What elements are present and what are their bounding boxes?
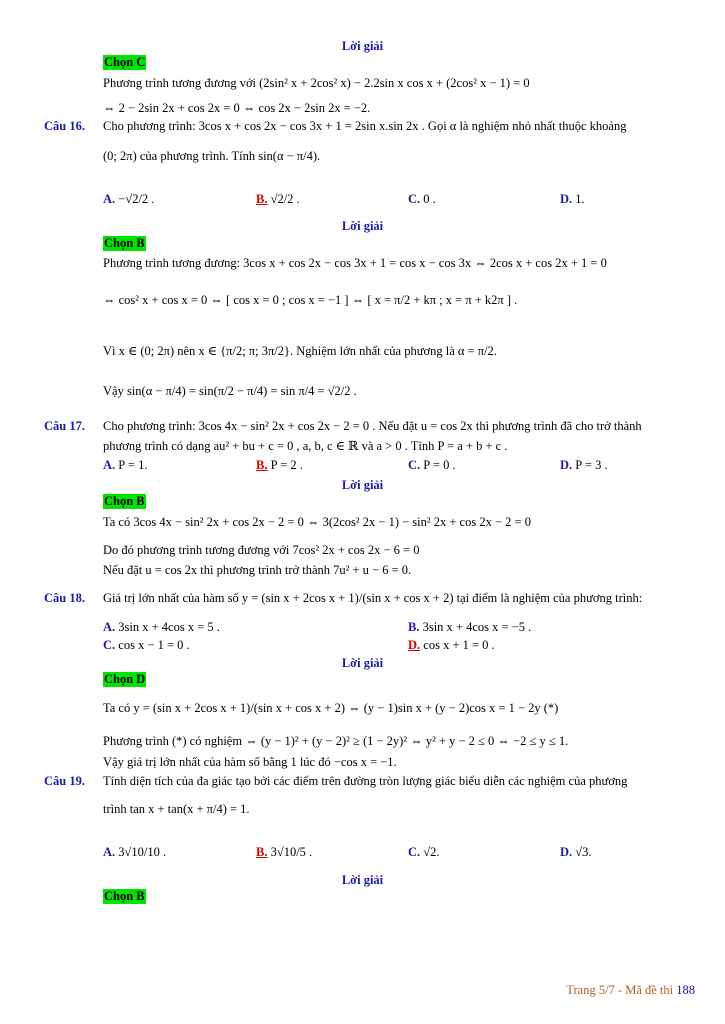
option-text: 3√10/10 . [118,845,167,859]
solution-heading: Lời giải [341,219,384,233]
option-label: B. [256,192,268,206]
solution-line: Vậy giá trị lớn nhất của hàm số bằng 1 lúc đó −cos x = −1. [103,755,397,769]
answer-chosen-badge: Chọn C [104,55,146,69]
solution-heading: Lời giải [341,478,384,492]
solution-line: Phương trình (*) có nghiệm ⇔ (y − 1)² + (y − 2)² ≥ (1 − 2y)² ⇔ y² + y − 2 ≤ 0 ⇔ −2 ≤ y ≤ 1. [103,734,569,748]
answer-chosen-badge: Chọn B [104,889,145,903]
option-text: √2/2 . [270,192,300,206]
option-label: D. [560,192,573,206]
option-c [408,191,436,207]
option-label: A. [103,620,116,634]
solution-heading: Lời giải [341,656,384,670]
solution-heading: Lời giải [341,39,384,53]
option-a [103,844,166,860]
option-text: P = 3 . [575,458,608,472]
option-label: D. [560,458,573,472]
option-c [408,844,440,860]
question-number: Câu 17. [44,419,85,433]
solution-line: Vậy sin(α − π/4) = sin(π/2 − π/4) = sin π/4 = √2/2 . [103,384,357,398]
option-text: P = 0 . [423,458,456,472]
solution-line: Nếu đặt u = cos 2x thì phương trình trở thành 7u² + u − 6 = 0. [103,563,412,577]
solution-line: Phương trình tương đương: 3cos x + cos 2x − cos 3x + 1 = cos x − cos 3x ⇔ 2cos x + cos 2x + 1 = 0 [103,256,607,270]
solution-line: Ta có y = (sin x + 2cos x + 1)/(sin x + cos x + 2) ⇔ (y − 1)sin x + (y − 2)cos x = 1 − 2y (*) [103,701,559,715]
option-b [256,844,312,860]
option-label: C. [408,192,421,206]
option-text: −√2/2 . [118,192,155,206]
answer-chosen-badge: Chọn B [104,236,145,250]
option-c [408,457,456,473]
solution-line: Vì x ∈ (0; 2π) nên x ∈ {π/2; π; 3π/2}. Nghiệm lớn nhất của phương là α = π/2. [103,344,497,358]
solution-line: Ta có 3cos 4x − sin² 2x + cos 2x − 2 = 0 ⇔ 3(2cos² 2x − 1) − sin² 2x + cos 2x − 2 = 0 [103,515,531,529]
option-label: B. [256,845,268,859]
option-label: D. [560,845,573,859]
question-text: Giá trị lớn nhất của hàm số y = (sin x + 2cos x + 1)/(sin x + cos x + 2) tại điểm là nghiệm của phương trình: [103,591,643,605]
question-text: phương trình có dạng au² + bu + c = 0 , a, b, c ∈ ℝ và a > 0 . Tính P = a + b + c . [103,439,508,453]
option-b [408,619,531,635]
option-text: 3sin x + 4cos x = 5 . [118,620,220,634]
question-text: Cho phương trình: 3cos x + cos 2x − cos 3x + 1 = 2sin x.sin 2x . Gọi α là nghiệm nhỏ nhất thuộc khoảng [103,119,627,133]
option-c [103,637,190,653]
option-b [256,457,303,473]
solution-line: Phương trình tương đương với (2sin² x + 2cos² x) − 2.2sin x cos x + (2cos² x − 1) = 0 [103,76,530,90]
question-text: Tính diện tích của đa giác tạo bởi các điểm trên đường tròn lượng giác biểu diễn các nghiệm của phương [103,774,628,788]
question-number: Câu 18. [44,591,85,605]
option-a [103,191,154,207]
option-a [103,619,220,635]
option-d [560,457,608,473]
option-text: P = 1. [118,458,148,472]
footer-page-label: Trang 5/7 - Mã đề thi [566,983,674,997]
option-text: 3√10/5 . [270,845,313,859]
option-text: 1. [575,192,585,206]
option-text: P = 2 . [270,458,303,472]
question-number: Câu 16. [44,119,85,133]
option-b [256,191,300,207]
option-d [560,844,592,860]
option-label: C. [408,845,421,859]
question-text: Cho phương trình: 3cos 4x − sin² 2x + cos 2x − 2 = 0 . Nếu đặt u = cos 2x thì phương trình đã cho trở thành [103,419,642,433]
solution-line: ⇔ 2 − 2sin 2x + cos 2x = 0 ⇔ cos 2x − 2sin 2x = −2. [103,101,371,115]
option-label: A. [103,458,116,472]
option-label: B. [408,620,420,634]
option-d [408,637,495,653]
option-text: cos x − 1 = 0 . [118,638,190,652]
option-text: cos x + 1 = 0 . [423,638,495,652]
option-d [560,191,585,207]
option-text: 0 . [423,192,436,206]
option-text: 3sin x + 4cos x = −5 . [422,620,532,634]
question-text: (0; 2π) của phương trình. Tính sin(α − π/4). [103,149,321,163]
question-number: Câu 19. [44,774,85,788]
page-footer [566,983,695,998]
exam-code: 188 [676,983,695,997]
question-text: trình tan x + tan(x + π/4) = 1. [103,802,250,816]
option-label: C. [408,458,421,472]
option-label: D. [408,638,421,652]
option-text: √3. [575,845,592,859]
answer-chosen-badge: Chọn D [104,672,146,686]
solution-line: ⇔ cos² x + cos x = 0 ⇔ [ cos x = 0 ; cos x = −1 ] ⇔ [ x = π/2 + kπ ; x = π + k2π ] . [103,293,518,307]
solution-line: Do đó phương trình tương đương với 7cos² 2x + cos 2x − 6 = 0 [103,543,420,557]
option-label: A. [103,192,116,206]
option-a [103,457,147,473]
option-label: B. [256,458,268,472]
answer-chosen-badge: Chọn B [104,494,145,508]
option-text: √2. [423,845,440,859]
option-label: C. [103,638,116,652]
solution-heading: Lời giải [341,873,384,887]
option-label: A. [103,845,116,859]
